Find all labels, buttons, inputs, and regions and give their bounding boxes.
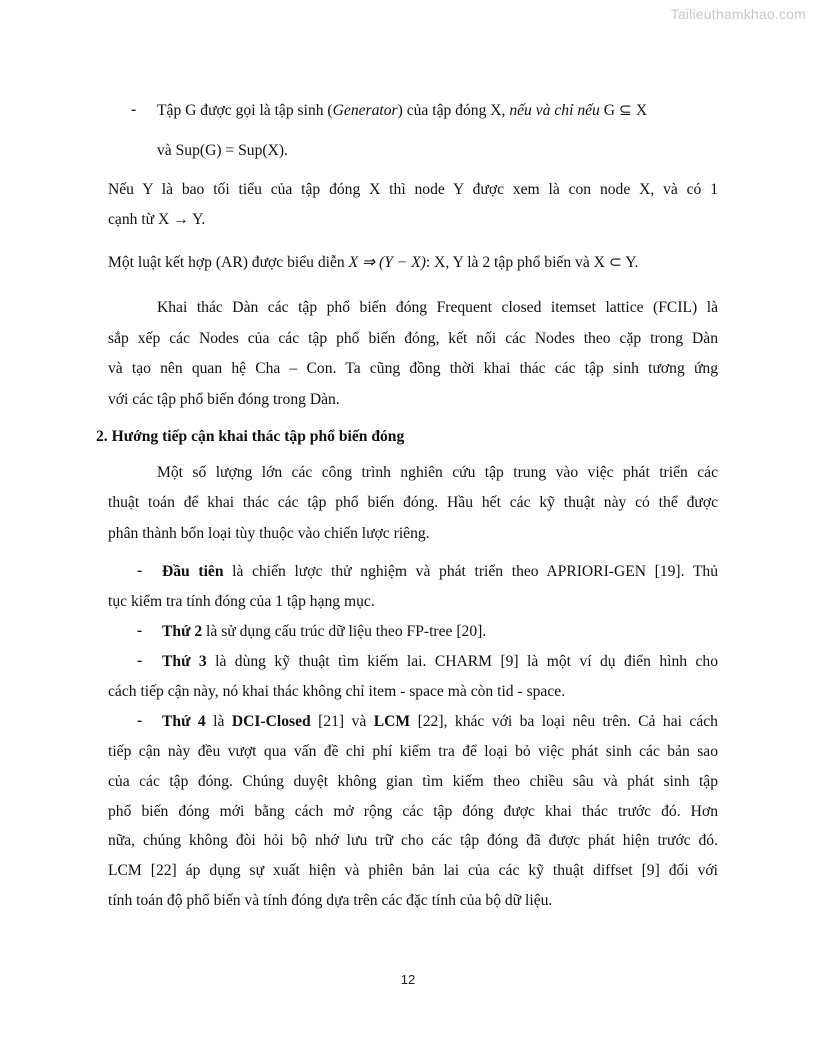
bullet-dash: - (137, 562, 143, 579)
section-heading: 2. Hướng tiếp cận khai thác tập phổ biến đóng (96, 428, 405, 445)
fcil-paragraph-line4: với các tập phổ biến đóng trong Dàn. (108, 391, 340, 408)
rule-formula: X ⇒ (Y − X) (348, 254, 426, 271)
generator-definition-line2: và Sup(G) = Sup(X). (157, 142, 288, 159)
item-first-line1 (162, 562, 718, 582)
term-generator: Generator (332, 102, 398, 119)
term-iff: nếu và chỉ nếu (509, 102, 600, 119)
item-third-line1 (162, 652, 718, 672)
item-fourth-line7: tính toán độ phổ biến và tính đóng dựa trên các đặc tính của bộ dữ liệu. (108, 892, 553, 909)
fcil-paragraph-line3: và tạo nên quan hệ Cha – Con. Ta cũng đồng thời khai thác các tập sinh tương ứng (108, 360, 718, 377)
text: G ⊆ X (599, 102, 648, 119)
item-first-line2: tục kiểm tra tính đóng của 1 tập hạng mục. (108, 593, 375, 610)
text: [22], khác với ba loại nêu trên. Cả hai cách (410, 713, 718, 730)
intro-paragraph-line3: phân thành bốn loại tùy thuộc vào chiến lược riêng. (108, 525, 430, 542)
item-second (162, 622, 486, 642)
item-label: Thứ 3 (162, 653, 207, 670)
bullet-dash: - (137, 652, 143, 669)
text: là dùng kỹ thuật tìm kiếm lai. CHARM [9] là một ví dụ điển hình cho (206, 653, 718, 670)
text: là chiến lược thử nghiệm và phát triển theo APRIORI-GEN [19]. Thủ (223, 563, 719, 580)
generator-definition-line1 (157, 101, 647, 121)
item-label: Đầu tiên (162, 563, 224, 580)
item-label: Thứ 4 (162, 713, 206, 730)
text: : X, Y là 2 tập phổ biến và X ⊂ Y. (425, 254, 639, 271)
item-third-line2: cách tiếp cận này, nó khai thác không chỉ item - space mà còn tid - space. (108, 683, 566, 700)
intro-paragraph-line1: Một số lượng lớn các công trình nghiên cứu tập trung vào việc phát triển các (157, 464, 718, 481)
item-fourth-line3: của các tập đóng. Chúng duyệt không gian tìm kiếm theo chiều sâu và phát sinh tập (108, 773, 718, 790)
bullet-dash: - (131, 101, 137, 118)
child-definition-line2: cạnh từ X → Y. (108, 211, 206, 228)
item-fourth-line1 (162, 712, 718, 732)
text: ) của tập đóng X, (397, 102, 510, 119)
item-fourth-line5: nữa, chúng không đòi hỏi bộ nhớ lưu trữ cho các tập đóng đã được phát hiện trước đó. (108, 832, 718, 849)
association-rule-definition (108, 253, 638, 273)
text: Tập G được gọi là tập sinh ( (157, 102, 333, 119)
text: là sử dụng cấu trúc dữ liệu theo FP-tree [20]. (202, 623, 487, 640)
bullet-dash: - (137, 622, 143, 639)
text: [21] và (310, 713, 374, 730)
item-fourth-line4: phổ biến đóng mới bằng cách mở rộng các tập đóng được khai thác trước đó. Hơn (108, 803, 718, 820)
term-lcm: LCM (373, 713, 411, 730)
intro-paragraph-line2: thuật toán để khai thác các tập phổ biến đóng. Hầu hết các kỹ thuật này có thể được (108, 494, 718, 511)
item-fourth-line6: LCM [22] áp dụng sự xuất hiện và phiên bản lai của các kỹ thuật diffset [9] đối với (108, 862, 718, 879)
item-fourth-line2: tiếp cận này đều vượt qua vấn đề chi phí kiểm tra để loại bỏ việc phát sinh các bản sao (108, 743, 718, 760)
fcil-paragraph-line2: sắp xếp các Nodes của các tập phổ biến đóng, kết nối các Nodes theo cặp trong Dàn (108, 330, 718, 347)
term-dci-closed: DCI-Closed (231, 713, 311, 730)
text: là (205, 713, 232, 730)
text: Một luật kết hợp (AR) được biểu diễn (108, 254, 349, 271)
page-number: 12 (400, 972, 416, 987)
child-definition-line1: Nếu Y là bao tối tiểu của tập đóng X thì node Y được xem là con node X, và có 1 (108, 181, 718, 198)
fcil-paragraph-line1: Khai thác Dàn các tập phổ biến đóng Frequent closed itemset lattice (FCIL) là (157, 299, 718, 316)
item-label: Thứ 2 (162, 623, 203, 640)
watermark: Tailieuthamkhao.com (670, 6, 806, 22)
bullet-dash: - (137, 712, 143, 729)
